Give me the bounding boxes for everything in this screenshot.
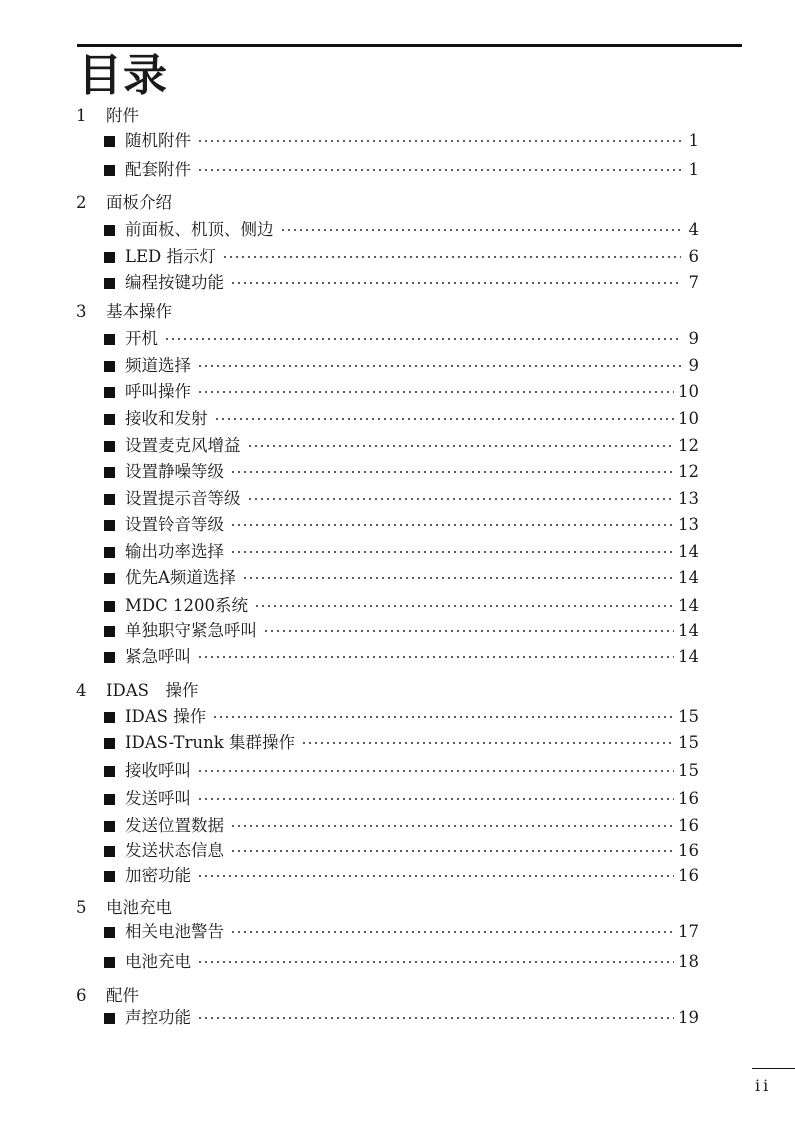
toc-entry[interactable] <box>104 356 699 376</box>
toc-entry[interactable] <box>104 220 699 240</box>
dot-leader <box>197 365 681 367</box>
dot-leader <box>301 742 674 744</box>
toc-entry[interactable] <box>104 462 699 482</box>
toc-entry[interactable] <box>104 568 699 588</box>
dot-leader <box>197 656 674 658</box>
toc-entry[interactable] <box>104 952 699 972</box>
section-heading <box>76 106 139 126</box>
toc-entry-label: 发送位置数据 <box>125 816 224 835</box>
toc-entry[interactable] <box>104 1008 699 1028</box>
toc-entry-page: 12 <box>678 462 699 481</box>
toc-entry[interactable] <box>104 542 699 562</box>
square-bullet-icon <box>104 766 115 777</box>
section-number: 5 <box>76 898 87 917</box>
page-title: 目录 <box>78 50 168 101</box>
toc-entry-label: 接收和发射 <box>125 409 208 428</box>
toc-entry[interactable] <box>104 515 699 535</box>
toc-entry-page: 1 <box>688 160 699 179</box>
toc-entry-label: 优先A频道选择 <box>125 568 236 587</box>
toc-entry-label: 随机附件 <box>125 131 191 150</box>
toc-entry[interactable] <box>104 409 699 429</box>
toc-entry-page: 16 <box>678 816 699 835</box>
toc-entry-page: 17 <box>678 922 699 941</box>
page-number: ii <box>755 1076 772 1095</box>
toc-entry-page: 14 <box>678 568 699 587</box>
section-title: 附件 <box>106 106 139 125</box>
square-bullet-icon <box>104 441 115 452</box>
square-bullet-icon <box>104 652 115 663</box>
toc-entry-page: 14 <box>678 542 699 561</box>
square-bullet-icon <box>104 225 115 236</box>
section-title: 配件 <box>106 986 139 1005</box>
dot-leader <box>197 875 674 877</box>
toc-entry-page: 16 <box>678 789 699 808</box>
toc-entry-label: LED 指示灯 <box>125 247 216 266</box>
section-number: 6 <box>76 986 87 1005</box>
toc-entry[interactable] <box>104 247 699 267</box>
toc-entry[interactable] <box>104 329 699 349</box>
toc-entry-page: 19 <box>678 1008 699 1027</box>
toc-entry[interactable] <box>104 816 699 836</box>
toc-entry-page: 14 <box>678 621 699 640</box>
toc-entry[interactable] <box>104 866 699 886</box>
folio-rule <box>752 1068 795 1069</box>
square-bullet-icon <box>104 387 115 398</box>
toc-entry-label: 开机 <box>125 329 158 348</box>
square-bullet-icon <box>104 414 115 425</box>
dot-leader <box>247 445 675 447</box>
square-bullet-icon <box>104 520 115 531</box>
toc-entry-page: 1 <box>688 131 699 150</box>
dot-leader <box>242 577 674 579</box>
dot-leader <box>197 169 681 171</box>
section-number: 1 <box>76 106 87 125</box>
dot-leader <box>230 282 681 284</box>
toc-entry-page: 9 <box>688 329 699 348</box>
square-bullet-icon <box>104 957 115 968</box>
square-bullet-icon <box>104 821 115 832</box>
section-title: IDAS 操作 <box>106 681 199 700</box>
toc-entry-page: 14 <box>678 647 699 666</box>
dot-leader <box>230 931 674 933</box>
section-title: 电池充电 <box>106 898 172 917</box>
square-bullet-icon <box>104 927 115 938</box>
toc-entry[interactable] <box>104 436 699 456</box>
square-bullet-icon <box>104 871 115 882</box>
section-heading <box>76 193 172 213</box>
square-bullet-icon <box>104 136 115 147</box>
section-heading <box>76 898 172 918</box>
toc-entry[interactable] <box>104 273 699 293</box>
dot-leader <box>230 471 674 473</box>
toc-entry[interactable] <box>104 596 699 616</box>
toc-entry-page: 7 <box>688 273 699 292</box>
toc-entry-page: 6 <box>688 247 699 266</box>
toc-entry[interactable] <box>104 647 699 667</box>
toc-entry-label: 声控功能 <box>125 1008 191 1027</box>
toc-entry-label: 加密功能 <box>125 866 191 885</box>
square-bullet-icon <box>104 712 115 723</box>
dot-leader <box>222 256 681 258</box>
toc-entry-label: 电池充电 <box>125 952 191 971</box>
dot-leader <box>247 498 675 500</box>
dot-leader <box>230 850 674 852</box>
dot-leader <box>197 1017 674 1019</box>
toc-entry-page: 13 <box>678 489 699 508</box>
toc-entry[interactable] <box>104 707 699 727</box>
square-bullet-icon <box>104 494 115 505</box>
toc-entry[interactable] <box>104 131 699 151</box>
square-bullet-icon <box>104 794 115 805</box>
toc-entry-page: 14 <box>678 596 699 615</box>
dot-leader <box>230 551 674 553</box>
toc-entry[interactable] <box>104 382 699 402</box>
toc-entry-page: 15 <box>678 761 699 780</box>
square-bullet-icon <box>104 573 115 584</box>
toc-entry-page: 9 <box>688 356 699 375</box>
square-bullet-icon <box>104 334 115 345</box>
square-bullet-icon <box>104 626 115 637</box>
section-title: 面板介绍 <box>106 193 172 212</box>
toc-entry-label: 发送呼叫 <box>125 789 191 808</box>
section-title: 基本操作 <box>106 302 172 321</box>
square-bullet-icon <box>104 278 115 289</box>
toc-entry-label: MDC 1200系统 <box>125 596 248 615</box>
toc-entry-page: 10 <box>678 382 699 401</box>
toc-entry-label: 接收呼叫 <box>125 761 191 780</box>
dot-leader <box>254 605 674 607</box>
toc-entry-label: 设置提示音等级 <box>125 489 241 508</box>
section-number: 2 <box>76 193 87 212</box>
toc-entry-label: 呼叫操作 <box>125 382 191 401</box>
toc-entry-page: 10 <box>678 409 699 428</box>
dot-leader <box>230 524 674 526</box>
section-heading <box>76 986 139 1006</box>
toc-entry[interactable] <box>104 922 699 942</box>
toc-entry-label: 单独职守紧急呼叫 <box>125 621 257 640</box>
toc-entry[interactable] <box>104 841 699 861</box>
toc-entry-page: 13 <box>678 515 699 534</box>
square-bullet-icon <box>104 846 115 857</box>
toc-entry-label: 设置麦克风增益 <box>125 436 241 455</box>
square-bullet-icon <box>104 361 115 372</box>
toc-entry[interactable] <box>104 621 699 641</box>
toc-entry-page: 15 <box>678 707 699 726</box>
toc-entry-page: 15 <box>678 733 699 752</box>
square-bullet-icon <box>104 252 115 263</box>
dot-leader <box>197 770 674 772</box>
toc-entry-label: 配套附件 <box>125 160 191 179</box>
toc-entry-label: 频道选择 <box>125 356 191 375</box>
toc-entry-page: 12 <box>678 436 699 455</box>
dot-leader <box>197 961 674 963</box>
square-bullet-icon <box>104 467 115 478</box>
dot-leader <box>263 630 674 632</box>
section-number: 3 <box>76 302 87 321</box>
square-bullet-icon <box>104 738 115 749</box>
dot-leader <box>197 798 674 800</box>
dot-leader <box>214 418 675 420</box>
toc-entry-label: 相关电池警告 <box>125 922 224 941</box>
toc-entry-label: IDAS 操作 <box>125 707 207 726</box>
toc-entry-label: 设置铃音等级 <box>125 515 224 534</box>
toc-entry[interactable] <box>104 789 699 809</box>
toc-entry-label: 设置静噪等级 <box>125 462 224 481</box>
section-heading <box>76 681 198 701</box>
dot-leader <box>197 391 674 393</box>
square-bullet-icon <box>104 165 115 176</box>
toc-entry-label: 紧急呼叫 <box>125 647 191 666</box>
toc-entry-label: 编程按键功能 <box>125 273 224 292</box>
dot-leader <box>197 140 681 142</box>
toc-entry[interactable] <box>104 761 699 781</box>
toc-entry[interactable] <box>104 733 699 753</box>
toc-entry-label: 前面板、机顶、侧边 <box>125 220 274 239</box>
dot-leader <box>164 338 681 340</box>
toc-entry-page: 18 <box>678 952 699 971</box>
dot-leader <box>230 825 674 827</box>
toc-entry-page: 16 <box>678 841 699 860</box>
toc-entry-page: 16 <box>678 866 699 885</box>
square-bullet-icon <box>104 601 115 612</box>
toc-entry[interactable] <box>104 489 699 509</box>
square-bullet-icon <box>104 1013 115 1024</box>
toc-entry-label: 输出功率选择 <box>125 542 224 561</box>
toc-entry[interactable] <box>104 160 699 180</box>
toc-entry-page: 4 <box>688 220 699 239</box>
toc-entry-label: 发送状态信息 <box>125 841 224 860</box>
section-number: 4 <box>76 681 87 700</box>
toc-entry-label: IDAS-Trunk 集群操作 <box>125 733 295 752</box>
square-bullet-icon <box>104 547 115 558</box>
dot-leader <box>280 229 682 231</box>
dot-leader <box>212 716 674 718</box>
section-heading <box>76 302 172 322</box>
